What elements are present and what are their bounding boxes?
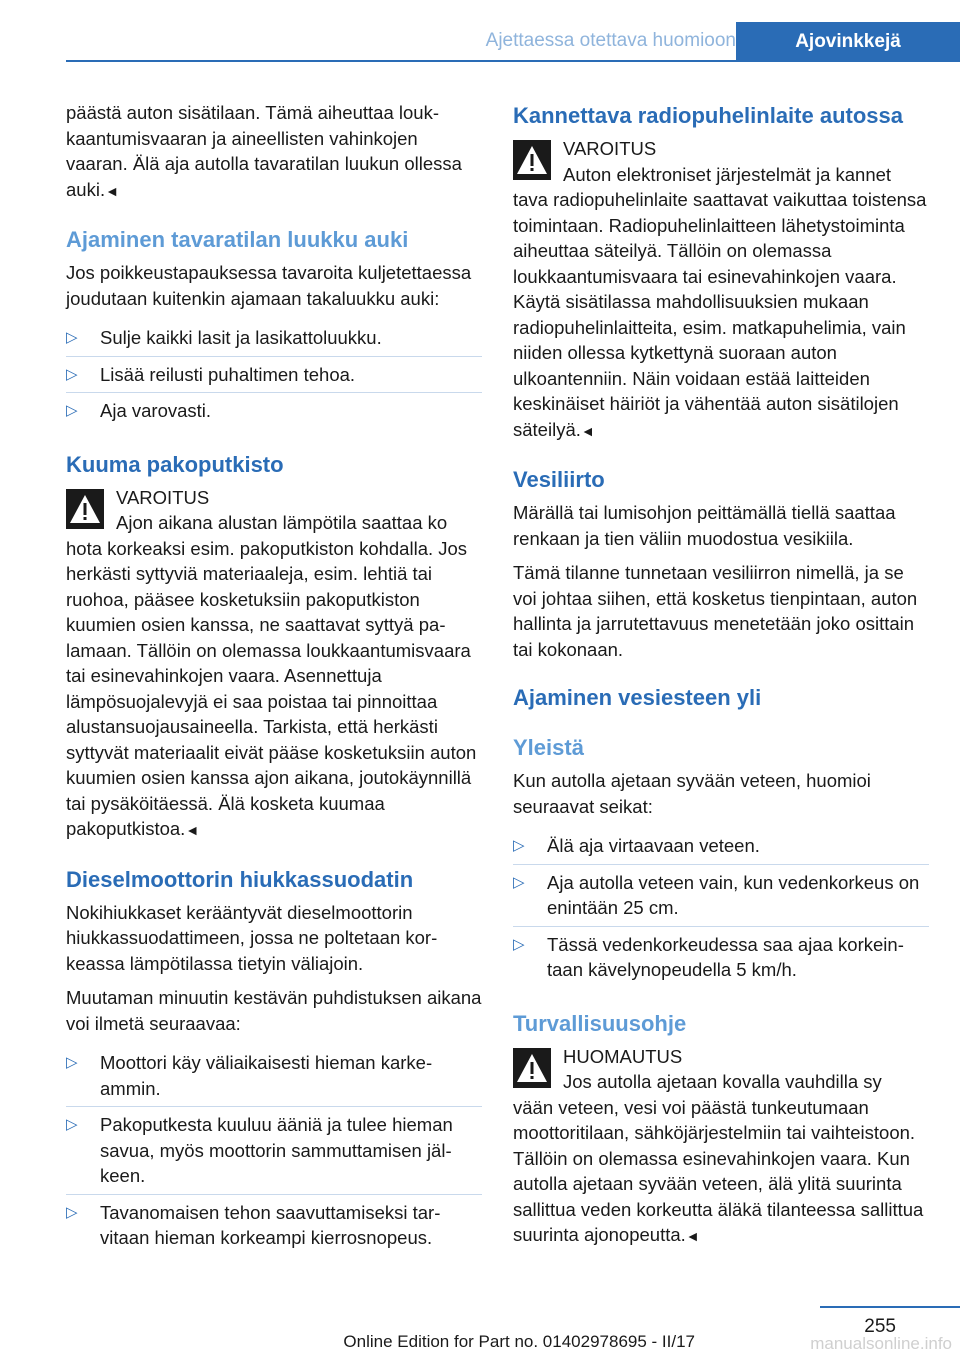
diesel-filter-list	[66, 1045, 482, 1256]
warning-text-first: Ajon aikana alustan lämpötila saattaa ko	[116, 512, 448, 533]
notice-label: HUOMAUTUS	[563, 1045, 683, 1067]
list-item	[66, 320, 482, 357]
luggage-door-list	[66, 320, 482, 429]
luggage-door-text: Jos poikkeustapauksessa tavaroita kuljetettaessa joudutaan kuitenkin ajamaan takaluukku auki:	[66, 262, 472, 309]
notice-block	[513, 1044, 929, 1250]
general-text: Kun autolla ajetaan syvään veteen, huomioi seuraavat seikat:	[513, 770, 871, 817]
aquaplaning-text-2: Tämä tilanne tunnetaan vesiliirron nimellä, ja se voi johtaa siihen, että kosketus tienpintaan, auton hallinta ja jarrutettavuus menetetään joko osittain tai kokonaan.	[513, 562, 918, 660]
end-mark: ◄	[185, 822, 200, 838]
list-item	[513, 865, 929, 927]
list-item	[513, 927, 929, 988]
water-list	[513, 828, 929, 988]
heading-mobile-radio: Kannettava radiopuhelinlaite autossa	[513, 103, 903, 128]
warning-text	[66, 510, 482, 844]
list-item-text: Älä aja virtaavaan veteen.	[547, 835, 760, 856]
list-item	[66, 1045, 482, 1107]
bullet-icon: ▷	[66, 365, 78, 383]
header-chapter-tab[interactable]: Ajovinkkejä	[736, 22, 960, 62]
heading-aquaplaning: Vesiliirto	[513, 467, 605, 492]
notice-text-first: Jos autolla ajetaan kovalla vauhdilla sy	[563, 1071, 882, 1092]
page-header	[66, 22, 960, 62]
list-item	[66, 357, 482, 394]
bullet-icon: ▷	[66, 1116, 78, 1133]
bullet-icon: ▷	[66, 1203, 78, 1221]
bullet-icon: ▷	[513, 837, 525, 854]
heading-driving-through-water: Ajaminen vesiesteen yli	[513, 685, 762, 710]
list-item-text: Aja varovasti.	[100, 400, 212, 421]
heading-luggage-door-open: Ajaminen tavaratilan luukku auki	[66, 227, 409, 252]
heading-general: Yleistä	[513, 735, 584, 760]
edition-text: Online Edition for Part no. 01402978695 - II/17	[343, 1332, 695, 1351]
right-column	[513, 100, 929, 1258]
notice-text-rest: vään veteen, vesi voi päästä tunkeutumaan moottoritilaan, sähköjärjestelmiin tai vaihteistoon. Tällöin on olemassa esinevahinkojen vaara. Kun autolla ajetaan syvään veteen, älä ylitä suurinta sallittua veden korkeutta äläkä tilanteessa sallittua suurinta ajonopeutta.	[513, 1096, 924, 1245]
notice-text	[513, 1069, 929, 1250]
warning-label: VAROITUS	[563, 138, 657, 159]
bullet-icon: ▷	[66, 1054, 78, 1071]
heading-safety-note: Turvallisuusohje	[513, 1010, 687, 1036]
bullet-icon: ▷	[513, 873, 525, 891]
heading-diesel-filter: Dieselmoottorin hiukkassuodatin	[66, 866, 414, 892]
list-item-text: Pakoputkesta kuuluu ääniä ja tulee hieman savua, myös moottorin sammuttamisen jälkeen.	[100, 1114, 453, 1186]
list-item	[513, 828, 929, 865]
heading-hot-exhaust: Kuuma pakoputkisto	[66, 451, 284, 477]
header-section-tab[interactable]: Ajettaessa otettava huomioon	[485, 30, 736, 51]
list-item-text: Tässä vedenkorkeudessa saa ajaa korkeintaan kävelynopeudella 5 km/h.	[547, 933, 904, 980]
list-item	[66, 393, 482, 429]
intro-text: päästä auton sisätilaan. Tämä aiheuttaa loukkaantumisvaaran ja aineellisten vahinkojen vaaran. Älä aja autolla tavaratilan luukun ollessa auki.	[66, 102, 462, 200]
end-mark: ◄	[685, 1228, 700, 1244]
diesel-filter-text-1: Nokihiukkaset kerääntyvät dieselmoottorin hiukkassuodattimeen, jossa ne poltetaan korkeassa lämpötilassa tietyin väliajoin.	[66, 901, 438, 974]
list-item-text: Aja autolla veteen vain, kun vedenkorkeus on enintään 25 cm.	[547, 871, 920, 918]
diesel-filter-text-2: Muutaman minuutin kestävän puhdistuksen aikana voi ilmetä seuraavaa:	[66, 987, 482, 1034]
intro-paragraph	[66, 100, 482, 204]
warning-block	[513, 136, 929, 444]
list-item-text: Lisää reilusti puhaltimen tehoa.	[100, 363, 356, 385]
watermark: manualsonline.info	[810, 1334, 952, 1353]
warning-triangle-icon	[66, 489, 104, 529]
page-number: 255	[864, 1316, 896, 1337]
warning-text-first: Auton elektroniset järjestelmät ja kannet	[563, 163, 892, 185]
warning-triangle-icon	[513, 140, 551, 180]
warning-triangle-icon	[513, 1048, 551, 1088]
bullet-icon: ▷	[66, 402, 78, 419]
list-item-text: Moottori käy väliaikaisesti hieman karkeammin.	[100, 1052, 433, 1099]
warning-text-rest: tava radiopuhelinlaite saattavat vaikuttaa toistensa toimintaan. Radiopuhelinlaitteen lähetystoiminta aiheuttaa säteilyä. Tällöin on olemassa loukkaantumisvaara tai esinevahinkojen vaara. Käytä sisätilassa mahdollisuuksien mukaan radiopuhelinlaitteita, esim. matkapuhelimia, vain niiden ollessa kytkettynä suoraan auton ulkoantenniin. Näin voidaan estää laitteiden keskinäiset häiriöt ja vähentää auton sisätilojen säteilyä.	[513, 189, 927, 440]
bullet-icon: ▷	[66, 329, 78, 346]
end-mark: ◄	[580, 422, 595, 439]
warning-label: VAROITUS	[116, 486, 210, 508]
list-item	[66, 1195, 482, 1256]
left-column	[66, 100, 482, 1264]
warning-block	[66, 485, 482, 844]
warning-text	[513, 162, 929, 445]
list-item-text: Sulje kaikki lasit ja lasikattoluukku.	[100, 327, 382, 348]
header-rule	[66, 60, 960, 62]
list-item	[66, 1107, 482, 1195]
list-item-text: Tavanomaisen tehon saavuttamiseksi tarvitaan hieman korkeampi kierrosnopeus.	[100, 1201, 441, 1248]
aquaplaning-text-1: Märällä tai lumisohjon peittämällä tiellä saattaa renkaan ja tien väliin muodostua vesikiila.	[513, 502, 896, 549]
bullet-icon: ▷	[513, 935, 525, 953]
warning-text-rest: hota korkeaksi esim. pakoputkiston kohdalla. Jos herkästi syttyviä materiaaleja, esim. lehtiä tai ruohoa, pääsee kosketuksiin pakoputkiston kuumien osien kanssa, ne saattavat syttyä palamaan. Tällöin on olemassa loukkaantumisvaara tai esinevahinkojen vaara. Asennettuja lämpösuojalevyjä ei saa poistaa tai pinnoittaa alustansuojausaineella. Tarkista, että herkästi syttyvät materiaalit eivät pääse kosketuksiin auton kuumien osien kanssa ajon aikana, joutokäynnillä tai pysäköitäessä. Älä kosketa kuumaa pakoputkistoa.	[66, 537, 477, 839]
footer-rule	[820, 1306, 960, 1308]
end-mark: ◄	[105, 182, 119, 199]
